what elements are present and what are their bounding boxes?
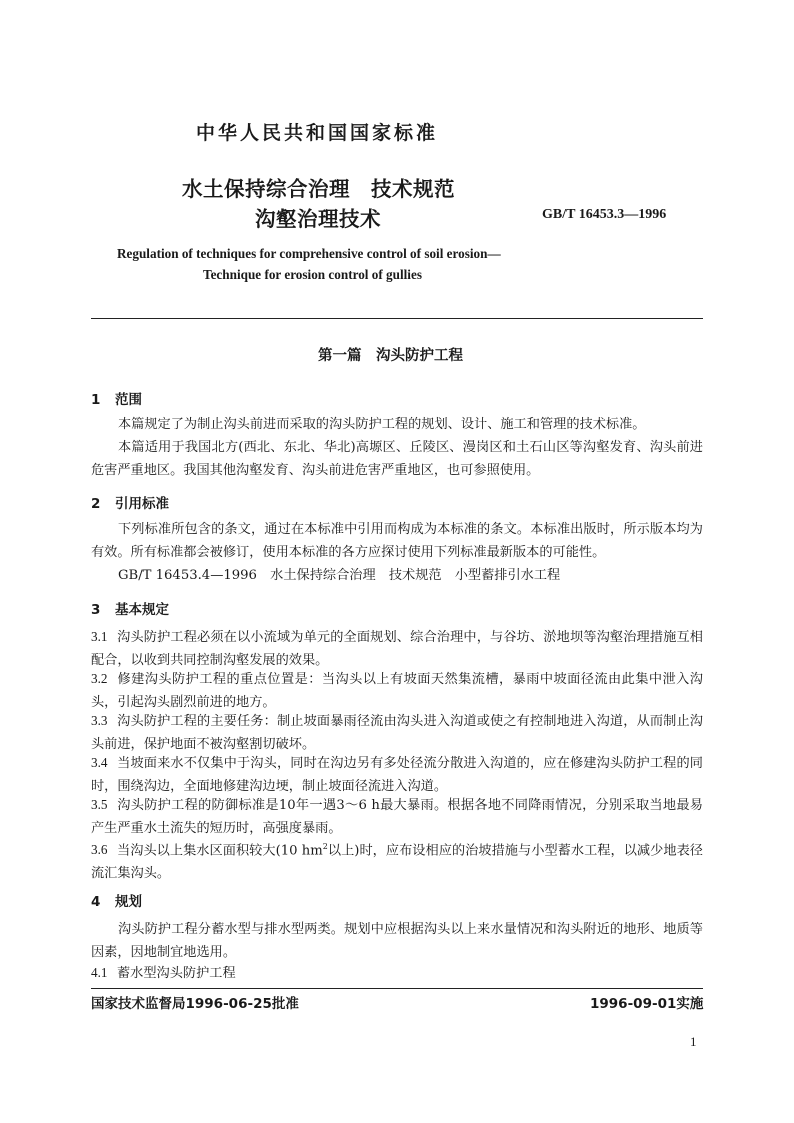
page-number: 1 bbox=[690, 1034, 697, 1049]
section-2-paragraph-1: 下列标准所包含的条文，通过在本标准中引用而构成为本标准的条文。本标准出版时，所示版本均为有效。所有标准都会被修订，使用本标准的各方应探讨使用下列标准最新版本的可能性。 bbox=[91, 522, 703, 560]
section-1-paragraph-2: 本篇适用于我国北方(西北、东北、华北)高塬区、丘陵区、漫岗区和土石山区等沟壑发育、沟头前进危害严重地区。我国其他沟壑发育、沟头前进危害严重地区，也可参照使用。 bbox=[91, 440, 703, 478]
clause-text: 沟头防护工程的主要任务：制止坡面暴雨径流由沟头进入沟道或使之有控制地进入沟道，从而制止沟头前进，保护地面不被沟壑割切破坏。 bbox=[91, 714, 703, 752]
section-1-heading bbox=[91, 388, 142, 408]
normative-reference: GB/T 16453.4—1996 水土保持综合治理 技术规范 小型蓄排引水工程 bbox=[118, 568, 561, 583]
clause-number: 3.2 bbox=[91, 671, 108, 686]
clause-3-4 bbox=[91, 751, 703, 798]
standard-code-text: GB/T 16453.3—1996 bbox=[542, 207, 667, 222]
clause-text: 修建沟头防护工程的重点位置是：当沟头以上有坡面天然集流槽，暴雨中坡面径流由此集中泄入沟头，引起沟头剧烈前进的地方。 bbox=[91, 672, 703, 710]
clause-text: 沟头防护工程必须在以小流域为单元的全面规划、综合治理中，与谷坊、淤地坝等沟壑治理措施互相配合，以收到共同控制沟壑发展的效果。 bbox=[91, 630, 703, 668]
clause-number: 4.1 bbox=[91, 965, 108, 980]
section-4-heading bbox=[91, 890, 142, 910]
standard-code bbox=[542, 206, 666, 223]
clause-text-after: 以上)时，应布设相应的治坡措施与小型蓄水工程，以减少地表径流汇集沟头。 bbox=[91, 843, 703, 882]
clause-text-before: 当沟头以上集水区面积较大(10 hm bbox=[117, 843, 323, 859]
document-title-line2: 沟壑治理技术 bbox=[255, 207, 381, 231]
clause-3-2 bbox=[91, 667, 703, 714]
clause-number: 3.5 bbox=[91, 797, 108, 812]
clause-text: 沟头防护工程的防御标准是10年一遇3～6 h最大暴雨。根据各地不同降雨情况，分别采取当地最易产生严重水土流失的短历时，高强度暴雨。 bbox=[91, 798, 703, 836]
clause-number: 3.6 bbox=[91, 842, 108, 858]
clause-text: 蓄水型沟头防护工程 bbox=[117, 966, 236, 981]
clause-number: 3.4 bbox=[91, 755, 108, 770]
section-4-paragraph-1: 沟头防护工程分蓄水型与排水型两类。规划中应根据沟头以上来水量情况和沟头附近的地形、地质等因素，因地制宜地选用。 bbox=[91, 922, 703, 960]
clause-3-5 bbox=[91, 793, 703, 840]
section-2-heading bbox=[91, 492, 169, 512]
issuing-org-title: 中华人民共和国国家标准 bbox=[196, 122, 439, 144]
section-title: 引用标准 bbox=[115, 496, 169, 512]
english-title-line1: Regulation of techniques for comprehensive control of soil erosion— bbox=[117, 246, 501, 261]
english-title-line2: Technique for erosion control of gullies bbox=[203, 267, 422, 282]
part-title: 第一篇 沟头防护工程 bbox=[318, 348, 463, 364]
approval-date: 国家技术监督局1996-06-25批准 bbox=[91, 996, 299, 1012]
clause-3-6 bbox=[91, 835, 703, 885]
header-divider bbox=[91, 318, 703, 319]
superscript: 2 bbox=[322, 842, 328, 851]
section-number: 4 bbox=[91, 894, 101, 910]
section-title: 基本规定 bbox=[115, 602, 169, 618]
clause-number: 3.1 bbox=[91, 629, 108, 644]
section-number: 2 bbox=[91, 496, 101, 512]
section-1-paragraph-1: 本篇规定了为制止沟头前进而采取的沟头防护工程的规划、设计、施工和管理的技术标准。 bbox=[118, 417, 646, 432]
subclause-4-1 bbox=[91, 961, 703, 985]
effective-date: 1996-09-01实施 bbox=[590, 996, 704, 1012]
clause-3-1 bbox=[91, 625, 703, 672]
section-title: 范围 bbox=[115, 392, 142, 408]
clause-number: 3.3 bbox=[91, 713, 108, 728]
section-number: 1 bbox=[91, 392, 101, 408]
document-title-line1: 水土保持综合治理 技术规范 bbox=[182, 177, 455, 201]
clause-text: 当坡面来水不仅集中于沟头，同时在沟边另有多处径流分散进入沟道的，应在修建沟头防护工程的同时，围绕沟边，全面地修建沟边埂，制止坡面径流进入沟道。 bbox=[91, 756, 703, 794]
footer-divider bbox=[91, 988, 703, 989]
section-3-heading bbox=[91, 598, 169, 618]
section-title: 规划 bbox=[115, 894, 142, 910]
clause-3-3 bbox=[91, 709, 703, 756]
section-number: 3 bbox=[91, 602, 101, 618]
